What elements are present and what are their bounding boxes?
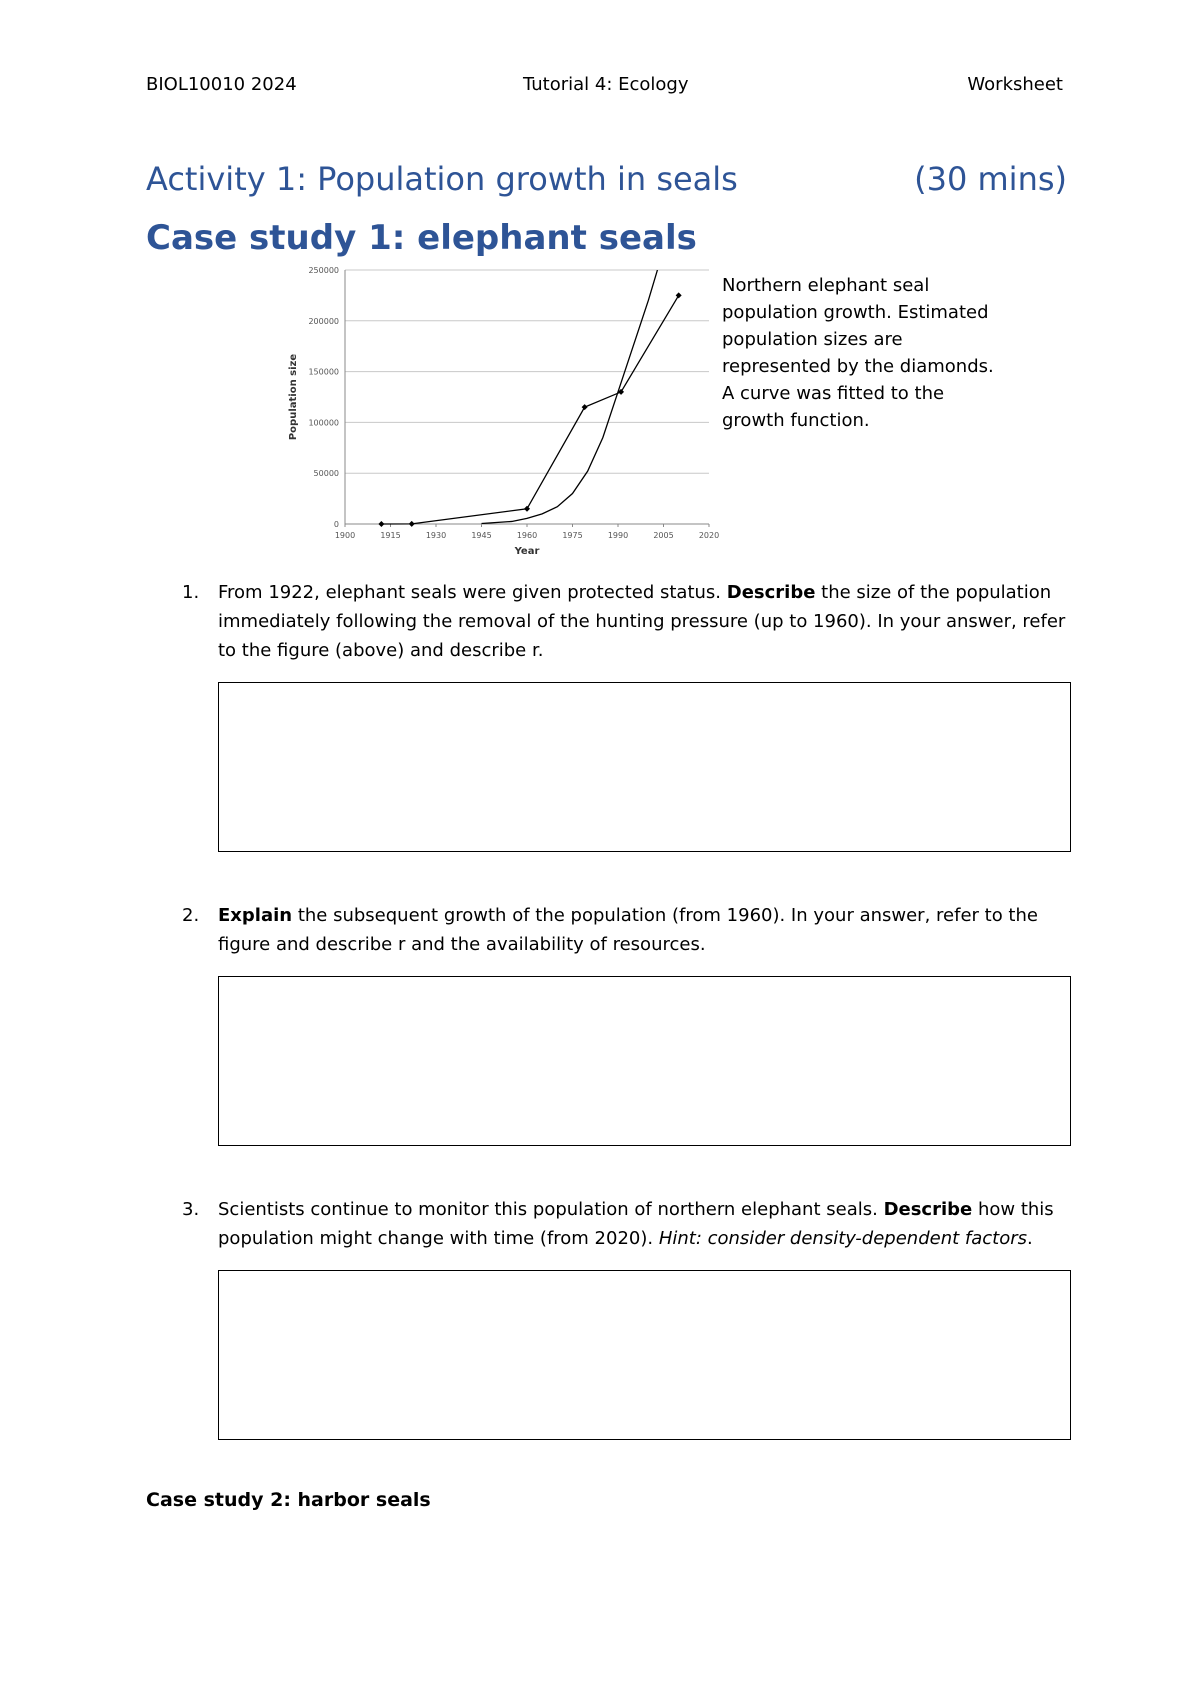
question-3-keyword: Describe: [883, 1199, 973, 1220]
data-point-diamond: [676, 292, 682, 298]
question-2-text: [218, 901, 1068, 959]
case-study-1-title: Case study 1: elephant seals: [146, 218, 697, 258]
y-tick-label: 0: [333, 520, 339, 529]
x-tick-label: 1975: [562, 531, 583, 540]
data-point-diamond: [582, 404, 588, 410]
question-3-text-pre: Scientists continue to monitor this population of northern elephant seals.: [218, 1199, 884, 1220]
y-tick-label: 250000: [308, 266, 339, 275]
question-2-number: 2.: [182, 905, 200, 926]
header-tutorial: Tutorial 4: Ecology: [523, 74, 689, 95]
y-tick-label: 100000: [308, 418, 339, 428]
x-tick-label: 1915: [380, 531, 401, 540]
x-tick-label: 1900: [334, 531, 356, 540]
activity-title: Activity 1: Population growth in seals: [146, 160, 738, 198]
question-1-text: [218, 578, 1068, 665]
question-3-number: 3.: [182, 1199, 200, 1220]
x-tick-label: 2020: [698, 531, 720, 540]
estimated-population-line: [381, 295, 678, 524]
data-point-diamond: [524, 506, 530, 512]
y-axis-label: Population size: [288, 353, 299, 441]
chart-svg: [283, 262, 720, 562]
fitted-growth-curve: [482, 270, 658, 523]
x-tick-label: 1930: [425, 531, 447, 540]
question-1-number: 1.: [182, 582, 200, 603]
population-growth-chart: [283, 262, 720, 562]
y-tick-label: 200000: [308, 316, 339, 326]
header-course-code: BIOL10010 2024: [146, 74, 297, 95]
x-tick-label: 1990: [607, 531, 629, 540]
question-3-text: [218, 1195, 1068, 1253]
question-1-text-pre: From 1922, elephant seals were given protected status.: [218, 582, 727, 603]
question-1-keyword: Describe: [726, 582, 816, 603]
y-tick-label: 150000: [308, 367, 339, 377]
question-3-text-post: how this population might change with time (from 2020).: [218, 1199, 1054, 1249]
x-tick-label: 1945: [471, 531, 492, 540]
data-point-diamond: [378, 521, 384, 527]
x-axis-label: Year: [514, 546, 540, 557]
case-study-2-title: Case study 2: harbor seals: [146, 1489, 431, 1511]
x-tick-label: 1960: [516, 531, 538, 540]
answer-box-2[interactable]: [218, 976, 1071, 1146]
y-tick-label: 50000: [313, 469, 339, 479]
question-3-hint: Hint: consider density-dependent factors: [658, 1228, 1027, 1249]
data-point-diamond: [409, 521, 415, 527]
question-1-text-post: the size of the population immediately following the removal of the hunting pressure (up to 1960). In your answer, refer to the figure (above) and describe r.: [218, 582, 1066, 661]
activity-duration: (30 mins): [914, 160, 1067, 198]
question-2-keyword: Explain: [218, 905, 293, 926]
x-tick-label: 2005: [653, 531, 674, 540]
activity-heading: [146, 160, 1067, 198]
page-header: [146, 74, 1063, 100]
header-doc-type: Worksheet: [967, 74, 1063, 95]
figure-caption: Northern elephant seal population growth. Estimated population sizes are represented by the diamonds. A curve was fitted to the growth function.: [722, 275, 994, 431]
question-3-text-tail: .: [1027, 1228, 1033, 1249]
answer-box-1[interactable]: [218, 682, 1071, 852]
question-2-text-post: the subsequent growth of the population (from 1960). In your answer, refer to the figure and describe r and the availability of resources.: [218, 905, 1038, 955]
answer-box-3[interactable]: [218, 1270, 1071, 1440]
